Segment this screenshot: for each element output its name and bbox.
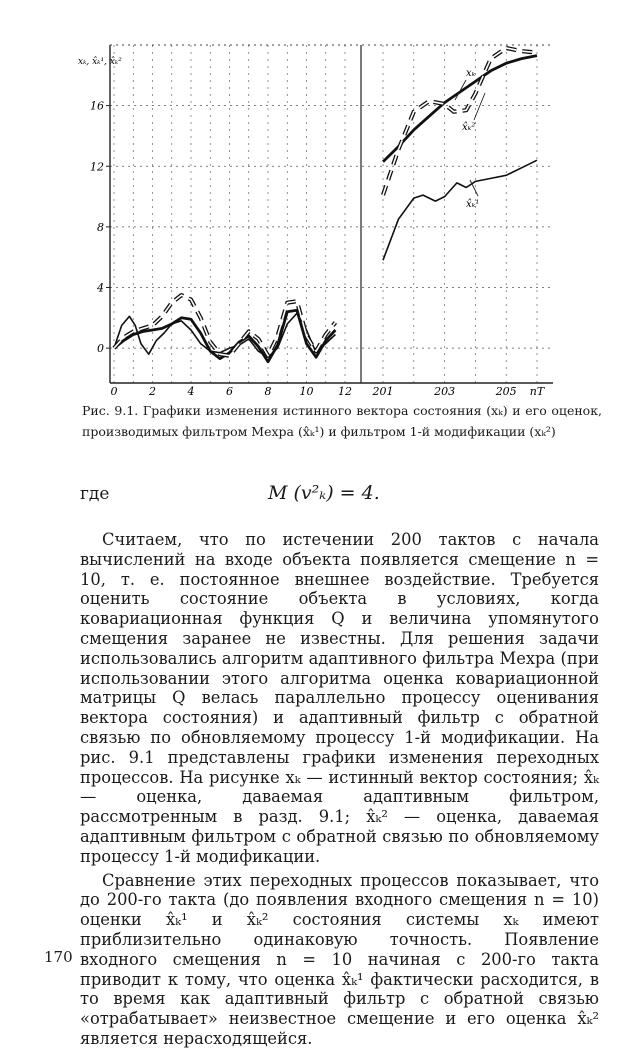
paragraph: Считаем, что по истечении 200 тактов с начала вычислений на входе объекта появляется смещение n = 10, т. е. постоянное внешнее воздействие. Требуется оценить состояние объекта в условиях, когда ковариационная функция Q и величина упомянутого смещения заранее не известны. Для решения задачи использовались алгоритм адаптивного фильтра Мехра (при использовании этого алгоритма оценка ковариационной матрицы Q велась параллельно процессу оценивания вектора состояния) и адаптивный фильтр с обратной связью по обновляемому процессу 1-й модификации. На рис. 9.1 представлены графики изменения переходных процессов. На рисунке xₖ — истинный вектор состояния; x̂ₖ — оценка, даваемая адаптивным фильтром, рассмотренным в разд. 9.1; x̂ₖ² — оценка, даваемая адаптивным фильтром с обратной связью по обновляемому процессу 1-й модификации.: [80, 530, 599, 866]
series-line-left-xk1: [114, 313, 335, 357]
page-number: 170: [44, 948, 73, 966]
x-tick-label: 12: [338, 385, 352, 395]
y-tick-label: 0: [97, 342, 104, 356]
curve-label-xk1: x̂ₖ¹: [466, 199, 480, 210]
series-line-right-xk2-inner: [383, 48, 537, 195]
x-tick-label: 6: [226, 385, 233, 395]
curve-label-xk: xₖ: [466, 68, 476, 79]
x-tick-label: 0: [110, 385, 118, 395]
y-tick-label: 4: [97, 281, 104, 295]
y-axis-label: xₖ, x̂ₖ¹, x̂ₖ²: [78, 57, 122, 67]
y-tick-label: 8: [97, 220, 104, 234]
x-tick-label: 8: [264, 385, 272, 395]
equation-label: где: [80, 484, 110, 504]
x-tick-label: 203: [434, 385, 456, 395]
figure-caption: Рис. 9.1. Графики изменения истинного вектора состояния (xₖ) и его оценок, производимых фильтром Мехра (x̂ₖ¹) и фильтром 1-й модификации (xₖ²): [82, 403, 602, 439]
paragraph: Сравнение этих переходных процессов показывает, что до 200-го такта (до появления входного смещения n = 10) оценки x̂ₖ¹ и x̂ₖ² состояния системы xₖ имеют приблизительно одинаковую точность. Появление входного смещения n = 10 начиная с 200-го такта приводит к тому, что оценка x̂ₖ¹ фактически расходится, в то время как адаптивный фильтр с обратной связью «отрабатывает» неизвестное смещение и его оценка x̂ₖ² является нерасходящейся.: [80, 870, 599, 1048]
x-tick-label: 201: [372, 385, 394, 395]
series-line-left-xk2: [114, 295, 335, 356]
x-tick-label: 205: [495, 385, 517, 395]
series-line-right-xk2: [383, 48, 537, 195]
curve-label-xk2: x̂ₖ²: [462, 122, 476, 133]
body-text: [80, 530, 599, 1049]
x-tick-label: nT: [529, 385, 545, 395]
x-tick-label: 4: [187, 385, 195, 395]
y-tick-label: 12: [90, 160, 104, 174]
figure-9-1-chart: [0, 0, 639, 395]
series-line-right-xk1: [383, 160, 537, 260]
y-tick-label: 16: [90, 99, 104, 113]
equation: M (v²ₖ) = 4.: [268, 482, 380, 504]
x-tick-label: 10: [299, 385, 314, 395]
series-line-right-xk: [383, 56, 537, 162]
x-tick-label: 2: [149, 385, 156, 395]
